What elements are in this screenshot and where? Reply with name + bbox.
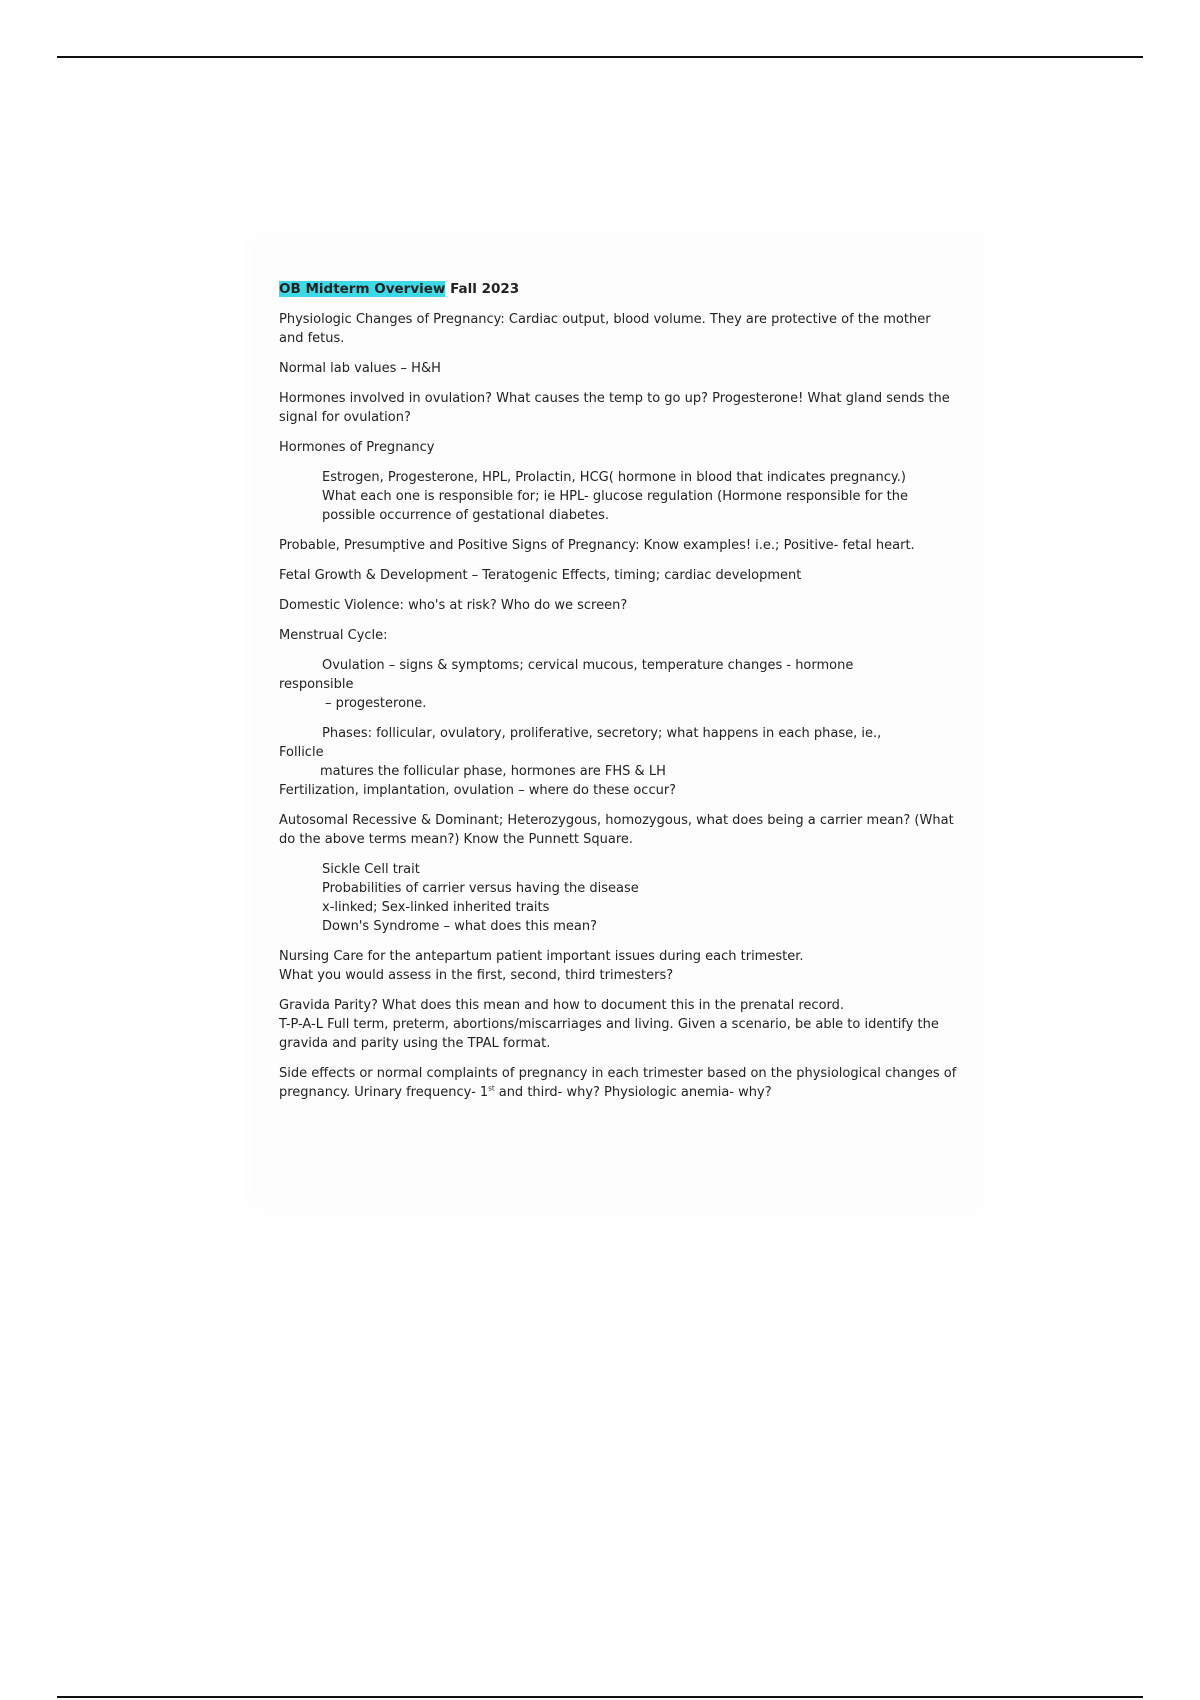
paragraph-signs: Probable, Presumptive and Positive Signs of Pregnancy: Know examples! i.e.; Positive- fetal heart.: [279, 538, 915, 553]
gravida-line: Gravida Parity? What does this mean and how to document this in the prenatal record.: [279, 998, 845, 1013]
list-item: Down's Syndrome – what does this mean?: [322, 919, 597, 934]
header-rule: [57, 56, 1143, 58]
paragraph-domestic-violence: Domestic Violence: who's at risk? Who do we screen?: [279, 598, 628, 613]
ovulation-line: responsible: [279, 677, 354, 692]
fertilization-line: Fertilization, implantation, ovulation – where do these occur?: [279, 783, 677, 798]
hormones-list: [279, 468, 959, 525]
title-term: Fall 2023: [445, 281, 520, 297]
document-body: [279, 280, 959, 1102]
paragraph-ovulation-hormones: Hormones involved in ovulation? What causes the temp to go up? Progesterone! What gland sends the signal for ovulation?: [279, 391, 950, 425]
paragraph-side-effects: [279, 1064, 959, 1102]
paragraph-lab-values: Normal lab values – H&H: [279, 361, 441, 376]
list-item: What each one is responsible for; ie HPL- glucose regulation (Hormone responsible for the possible occurrence of gestational diabetes.: [322, 489, 909, 523]
genetics-list: [279, 860, 959, 936]
paragraph-hormones-heading: Hormones of Pregnancy: [279, 440, 435, 455]
side-effects-text: Side effects or normal complaints of pregnancy in each trimester based on the physiological changes of pregnancy. Urinary frequency- 1: [279, 1066, 957, 1100]
nursing-line: What you would assess in the first, second, third trimesters?: [279, 968, 674, 983]
list-item: Estrogen, Progesterone, HPL, Prolactin, HCG( hormone in blood that indicates pregnancy.): [322, 470, 906, 485]
phases-line: Phases: follicular, ovulatory, proliferative, secretory; what happens in each phase, ie.,: [322, 726, 882, 741]
nursing-care-block: [279, 947, 959, 985]
paragraph-fetal-growth: Fetal Growth & Development – Teratogenic Effects, timing; cardiac development: [279, 568, 802, 583]
phases-line: matures the follicular phase, hormones are FHS & LH: [320, 764, 666, 779]
title-highlight: OB Midterm Overview: [279, 281, 446, 297]
ordinal-suffix: st: [488, 1084, 495, 1093]
list-item: x-linked; Sex-linked inherited traits: [322, 900, 550, 915]
nursing-line: Nursing Care for the antepartum patient important issues during each trimester.: [279, 949, 804, 964]
document-title: [279, 280, 959, 299]
paragraph-menstrual-heading: Menstrual Cycle:: [279, 628, 388, 643]
list-item: Probabilities of carrier versus having the disease: [322, 881, 639, 896]
gravida-line: T-P-A-L Full term, preterm, abortions/miscarriages and living. Given a scenario, be able to identify the gravida and parity using the TPAL format.: [279, 1017, 939, 1051]
list-item: Sickle Cell trait: [322, 862, 420, 877]
phases-line: Follicle: [279, 745, 324, 760]
paragraph-autosomal: Autosomal Recessive & Dominant; Heterozygous, homozygous, what does being a carrier mean? (What do the above terms mean?) Know the Punnett Square.: [279, 813, 954, 847]
ovulation-block: [279, 656, 959, 713]
gravida-block: [279, 996, 959, 1053]
footer-rule: [57, 1696, 1143, 1698]
ovulation-line: Ovulation – signs & symptoms; cervical mucous, temperature changes - hormone: [322, 658, 854, 673]
ovulation-line: – progesterone.: [325, 696, 427, 711]
side-effects-text: and third- why? Physiologic anemia- why?: [494, 1085, 772, 1100]
phases-block: [279, 724, 959, 800]
paragraph-physiologic: Physiologic Changes of Pregnancy: Cardiac output, blood volume. They are protective of the mother and fetus.: [279, 312, 931, 346]
